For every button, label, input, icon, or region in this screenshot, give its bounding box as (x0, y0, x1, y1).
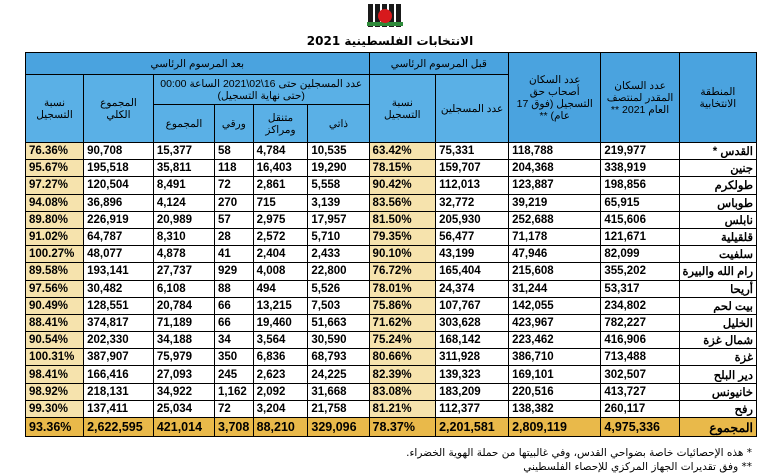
cell-before-rate: 79.35% (369, 228, 436, 245)
cell-sum: 34,922 (153, 383, 214, 400)
cell-region: شمال غزة (679, 332, 756, 349)
cell-eligible: 223,462 (509, 332, 601, 349)
cell-eligible: 47,946 (509, 246, 601, 263)
cell-rate: 98.92% (26, 383, 84, 400)
cell-sum: 8,310 (153, 228, 214, 245)
cell-eligible: 252,688 (509, 211, 601, 228)
cell-points: 2,623 (253, 366, 308, 383)
cell-total: 2,622,595 (84, 418, 154, 437)
cell-rate: 90.49% (26, 297, 84, 314)
cell-before-registered: 159,707 (436, 160, 509, 177)
table-row (26, 400, 757, 417)
cell-rate: 97.56% (26, 280, 84, 297)
cell-total: 128,551 (84, 297, 154, 314)
header-after-rate: نسبة التسجيل (26, 75, 84, 143)
header-after-self: ذاتي (308, 105, 369, 143)
cell-sum: 421,014 (153, 418, 214, 437)
header-before-registered: عدد المسجلين (436, 75, 509, 143)
cell-total: 226,919 (84, 211, 154, 228)
cell-rate: 94.08% (26, 194, 84, 211)
cell-rate: 98.41% (26, 366, 84, 383)
cell-points: 2,572 (253, 228, 308, 245)
cell-region: القدس * (679, 143, 756, 160)
cell-eligible: 138,382 (509, 400, 601, 417)
cell-before-rate: 80.66% (369, 349, 436, 366)
cell-self: 19,290 (308, 160, 369, 177)
cell-self: 21,758 (308, 400, 369, 417)
cell-region: خانيونس (679, 383, 756, 400)
cell-eligible: 386,710 (509, 349, 601, 366)
cell-sum: 4,124 (153, 194, 214, 211)
cell-eligible: 215,608 (509, 263, 601, 280)
cell-eligible: 118,788 (509, 143, 601, 160)
cell-rate: 95.67% (26, 160, 84, 177)
cell-before-rate: 81.21% (369, 400, 436, 417)
table-row (26, 228, 757, 245)
table-row (26, 143, 757, 160)
cell-paper: 72 (215, 177, 254, 194)
cell-rate: 91.02% (26, 228, 84, 245)
cell-self: 51,663 (308, 314, 369, 331)
cell-region: طوباس (679, 194, 756, 211)
cell-population: 53,317 (601, 280, 679, 297)
cell-rate: 99.30% (26, 400, 84, 417)
page-title: الانتخابات الفلسطينية 2021 (306, 34, 474, 48)
cell-eligible: 39,219 (509, 194, 601, 211)
cell-population: 121,671 (601, 228, 679, 245)
cell-paper: 929 (215, 263, 254, 280)
cell-sum: 15,377 (153, 143, 214, 160)
cell-paper: 57 (215, 211, 254, 228)
cell-before-registered: 43,199 (436, 246, 509, 263)
cell-before-rate: 78.01% (369, 280, 436, 297)
cell-total: 374,817 (84, 314, 154, 331)
cell-population: 355,202 (601, 263, 679, 280)
table-row (26, 349, 757, 366)
cell-points: 4,008 (253, 263, 308, 280)
cell-rate: 100.31% (26, 349, 84, 366)
cell-self: 30,590 (308, 332, 369, 349)
cell-points: 6,836 (253, 349, 308, 366)
header-before-group: قبل المرسوم الرئاسي (369, 53, 509, 75)
cell-population: 219,977 (601, 143, 679, 160)
cell-self: 329,096 (308, 418, 369, 437)
cell-sum: 27,093 (153, 366, 214, 383)
cell-population: 338,919 (601, 160, 679, 177)
table-row (26, 160, 757, 177)
cell-points: 2,404 (253, 246, 308, 263)
cell-before-registered: 107,767 (436, 297, 509, 314)
cell-region: قلقيلية (679, 228, 756, 245)
cell-total: 195,518 (84, 160, 154, 177)
cell-rate: 93.36% (26, 418, 84, 437)
cell-total: 218,131 (84, 383, 154, 400)
cell-before-rate: 71.62% (369, 314, 436, 331)
cell-total: 387,907 (84, 349, 154, 366)
cell-paper: 72 (215, 400, 254, 417)
cell-points: 2,975 (253, 211, 308, 228)
cell-population: 234,802 (601, 297, 679, 314)
cell-before-rate: 83.08% (369, 383, 436, 400)
table-row (26, 211, 757, 228)
cell-points: 494 (253, 280, 308, 297)
cell-eligible: 142,055 (509, 297, 601, 314)
cell-rate: 97.27% (26, 177, 84, 194)
cell-sum: 27,737 (153, 263, 214, 280)
cell-points: 16,403 (253, 160, 308, 177)
footnote-1: * هذه الإحصائيات خاصة بضواحي القدس، وفي غالبيتها من حملة الهوية الخضراء. (406, 447, 752, 459)
table-row (26, 194, 757, 211)
cell-region: دير البلح (679, 366, 756, 383)
cell-population: 82,099 (601, 246, 679, 263)
cell-paper: 88 (215, 280, 254, 297)
cell-total: 64,787 (84, 228, 154, 245)
cell-region: طولكرم (679, 177, 756, 194)
cell-population: 198,856 (601, 177, 679, 194)
cell-sum: 25,034 (153, 400, 214, 417)
cell-rate: 89.58% (26, 263, 84, 280)
cell-paper: 34 (215, 332, 254, 349)
header-region: المنطقة الانتخابية (679, 53, 756, 143)
cell-rate: 100.27% (26, 246, 84, 263)
cell-region: المجموع (679, 418, 756, 437)
cell-total: 36,896 (84, 194, 154, 211)
cell-points: 2,092 (253, 383, 308, 400)
cell-population: 416,906 (601, 332, 679, 349)
cell-self: 5,710 (308, 228, 369, 245)
cell-sum: 20,784 (153, 297, 214, 314)
cell-sum: 75,979 (153, 349, 214, 366)
cell-region: سلفيت (679, 246, 756, 263)
footnote-2: ** وفق تقديرات الجهاز المركزي للإحصاء الفلسطيني (523, 461, 752, 473)
cell-self: 5,558 (308, 177, 369, 194)
cell-self: 22,800 (308, 263, 369, 280)
cell-before-registered: 75,331 (436, 143, 509, 160)
cell-paper: 28 (215, 228, 254, 245)
cell-sum: 4,878 (153, 246, 214, 263)
cell-before-rate: 81.50% (369, 211, 436, 228)
registration-table (25, 52, 757, 437)
header-eligible: عدد السكان أصحاب حق التسجيل (فوق 17 عام) ** (509, 53, 601, 143)
cell-rate: 89.80% (26, 211, 84, 228)
cell-before-registered: 303,628 (436, 314, 509, 331)
cell-total: 30,482 (84, 280, 154, 297)
cell-self: 7,503 (308, 297, 369, 314)
cell-before-registered: 2,201,581 (436, 418, 509, 437)
cell-self: 3,139 (308, 194, 369, 211)
table-row (26, 314, 757, 331)
cell-self: 68,793 (308, 349, 369, 366)
cell-population: 782,227 (601, 314, 679, 331)
cell-paper: 58 (215, 143, 254, 160)
cell-points: 19,460 (253, 314, 308, 331)
header-after-paper: ورقي (215, 105, 254, 143)
cell-paper: 3,708 (215, 418, 254, 437)
cell-eligible: 204,368 (509, 160, 601, 177)
cell-rate: 76.36% (26, 143, 84, 160)
header-population: عدد السكان المقدر لمنتصف العام 2021 ** (601, 53, 679, 143)
cell-before-rate: 75.24% (369, 332, 436, 349)
commission-logo (366, 2, 404, 32)
cell-paper: 66 (215, 297, 254, 314)
table-row (26, 297, 757, 314)
cell-population: 302,507 (601, 366, 679, 383)
table-row (26, 280, 757, 297)
cell-paper: 270 (215, 194, 254, 211)
cell-points: 88,210 (253, 418, 308, 437)
header-after-sum: المجموع (153, 105, 214, 143)
cell-region: أريحا (679, 280, 756, 297)
cell-before-rate: 90.42% (369, 177, 436, 194)
cell-sum: 20,989 (153, 211, 214, 228)
cell-points: 2,861 (253, 177, 308, 194)
table-row (26, 383, 757, 400)
table-row (26, 246, 757, 263)
cell-points: 3,564 (253, 332, 308, 349)
cell-region: جنين (679, 160, 756, 177)
cell-region: رفح (679, 400, 756, 417)
cell-sum: 35,811 (153, 160, 214, 177)
cell-total: 120,504 (84, 177, 154, 194)
cell-before-registered: 183,209 (436, 383, 509, 400)
cell-before-registered: 24,374 (436, 280, 509, 297)
cell-points: 715 (253, 194, 308, 211)
cell-population: 713,488 (601, 349, 679, 366)
cell-region: رام الله والبيرة (679, 263, 756, 280)
cell-sum: 6,108 (153, 280, 214, 297)
table-row (26, 263, 757, 280)
cell-population: 415,606 (601, 211, 679, 228)
cell-self: 31,668 (308, 383, 369, 400)
cell-before-registered: 311,928 (436, 349, 509, 366)
cell-before-rate: 83.56% (369, 194, 436, 211)
cell-before-rate: 75.86% (369, 297, 436, 314)
cell-total: 202,330 (84, 332, 154, 349)
header-after-subgroup: عدد المسجلين حتى 16\02\2021 الساعة 00:00 (حتى نهاية التسجيل) (153, 75, 369, 105)
cell-points: 13,215 (253, 297, 308, 314)
cell-points: 4,784 (253, 143, 308, 160)
cell-eligible: 123,887 (509, 177, 601, 194)
cell-total: 48,077 (84, 246, 154, 263)
cell-before-registered: 139,323 (436, 366, 509, 383)
cell-points: 3,204 (253, 400, 308, 417)
cell-paper: 350 (215, 349, 254, 366)
cell-self: 17,957 (308, 211, 369, 228)
cell-population: 413,727 (601, 383, 679, 400)
cell-total: 137,411 (84, 400, 154, 417)
cell-rate: 90.54% (26, 332, 84, 349)
cell-population: 65,915 (601, 194, 679, 211)
cell-before-registered: 168,142 (436, 332, 509, 349)
cell-region: بيت لحم (679, 297, 756, 314)
cell-before-registered: 112,377 (436, 400, 509, 417)
cell-self: 5,526 (308, 280, 369, 297)
cell-eligible: 2,809,119 (509, 418, 601, 437)
cell-population: 4,975,336 (601, 418, 679, 437)
cell-before-registered: 205,930 (436, 211, 509, 228)
table-row (26, 366, 757, 383)
cell-paper: 41 (215, 246, 254, 263)
cell-before-rate: 76.72% (369, 263, 436, 280)
cell-paper: 1,162 (215, 383, 254, 400)
cell-eligible: 423,967 (509, 314, 601, 331)
cell-eligible: 220,516 (509, 383, 601, 400)
cell-eligible: 31,244 (509, 280, 601, 297)
header-after-points: متنقل ومراكز (253, 105, 308, 143)
cell-region: نابلس (679, 211, 756, 228)
cell-paper: 118 (215, 160, 254, 177)
cell-before-rate: 63.42% (369, 143, 436, 160)
cell-sum: 71,189 (153, 314, 214, 331)
cell-total: 90,708 (84, 143, 154, 160)
cell-before-registered: 56,477 (436, 228, 509, 245)
cell-self: 24,225 (308, 366, 369, 383)
cell-before-rate: 78.15% (369, 160, 436, 177)
cell-eligible: 71,178 (509, 228, 601, 245)
cell-sum: 8,491 (153, 177, 214, 194)
cell-total: 193,141 (84, 263, 154, 280)
header-after-total: المجموع الكلي (84, 75, 154, 143)
cell-before-registered: 112,013 (436, 177, 509, 194)
header-before-rate: نسبة التسجيل (369, 75, 436, 143)
cell-eligible: 169,101 (509, 366, 601, 383)
cell-paper: 66 (215, 314, 254, 331)
cell-before-rate: 82.39% (369, 366, 436, 383)
cell-self: 2,433 (308, 246, 369, 263)
cell-paper: 245 (215, 366, 254, 383)
logo-red-circle (378, 9, 392, 23)
table-row (26, 332, 757, 349)
cell-region: الخليل (679, 314, 756, 331)
cell-before-registered: 165,404 (436, 263, 509, 280)
cell-rate: 88.41% (26, 314, 84, 331)
cell-before-rate: 90.10% (369, 246, 436, 263)
cell-region: غزة (679, 349, 756, 366)
cell-population: 260,117 (601, 400, 679, 417)
table-row (26, 177, 757, 194)
header-after-group: بعد المرسوم الرئاسي (26, 53, 370, 75)
table-body (26, 143, 757, 437)
cell-before-registered: 32,772 (436, 194, 509, 211)
cell-sum: 34,188 (153, 332, 214, 349)
cell-self: 10,535 (308, 143, 369, 160)
cell-total: 166,416 (84, 366, 154, 383)
cell-before-rate: 78.37% (369, 418, 436, 437)
totals-row (26, 418, 757, 437)
